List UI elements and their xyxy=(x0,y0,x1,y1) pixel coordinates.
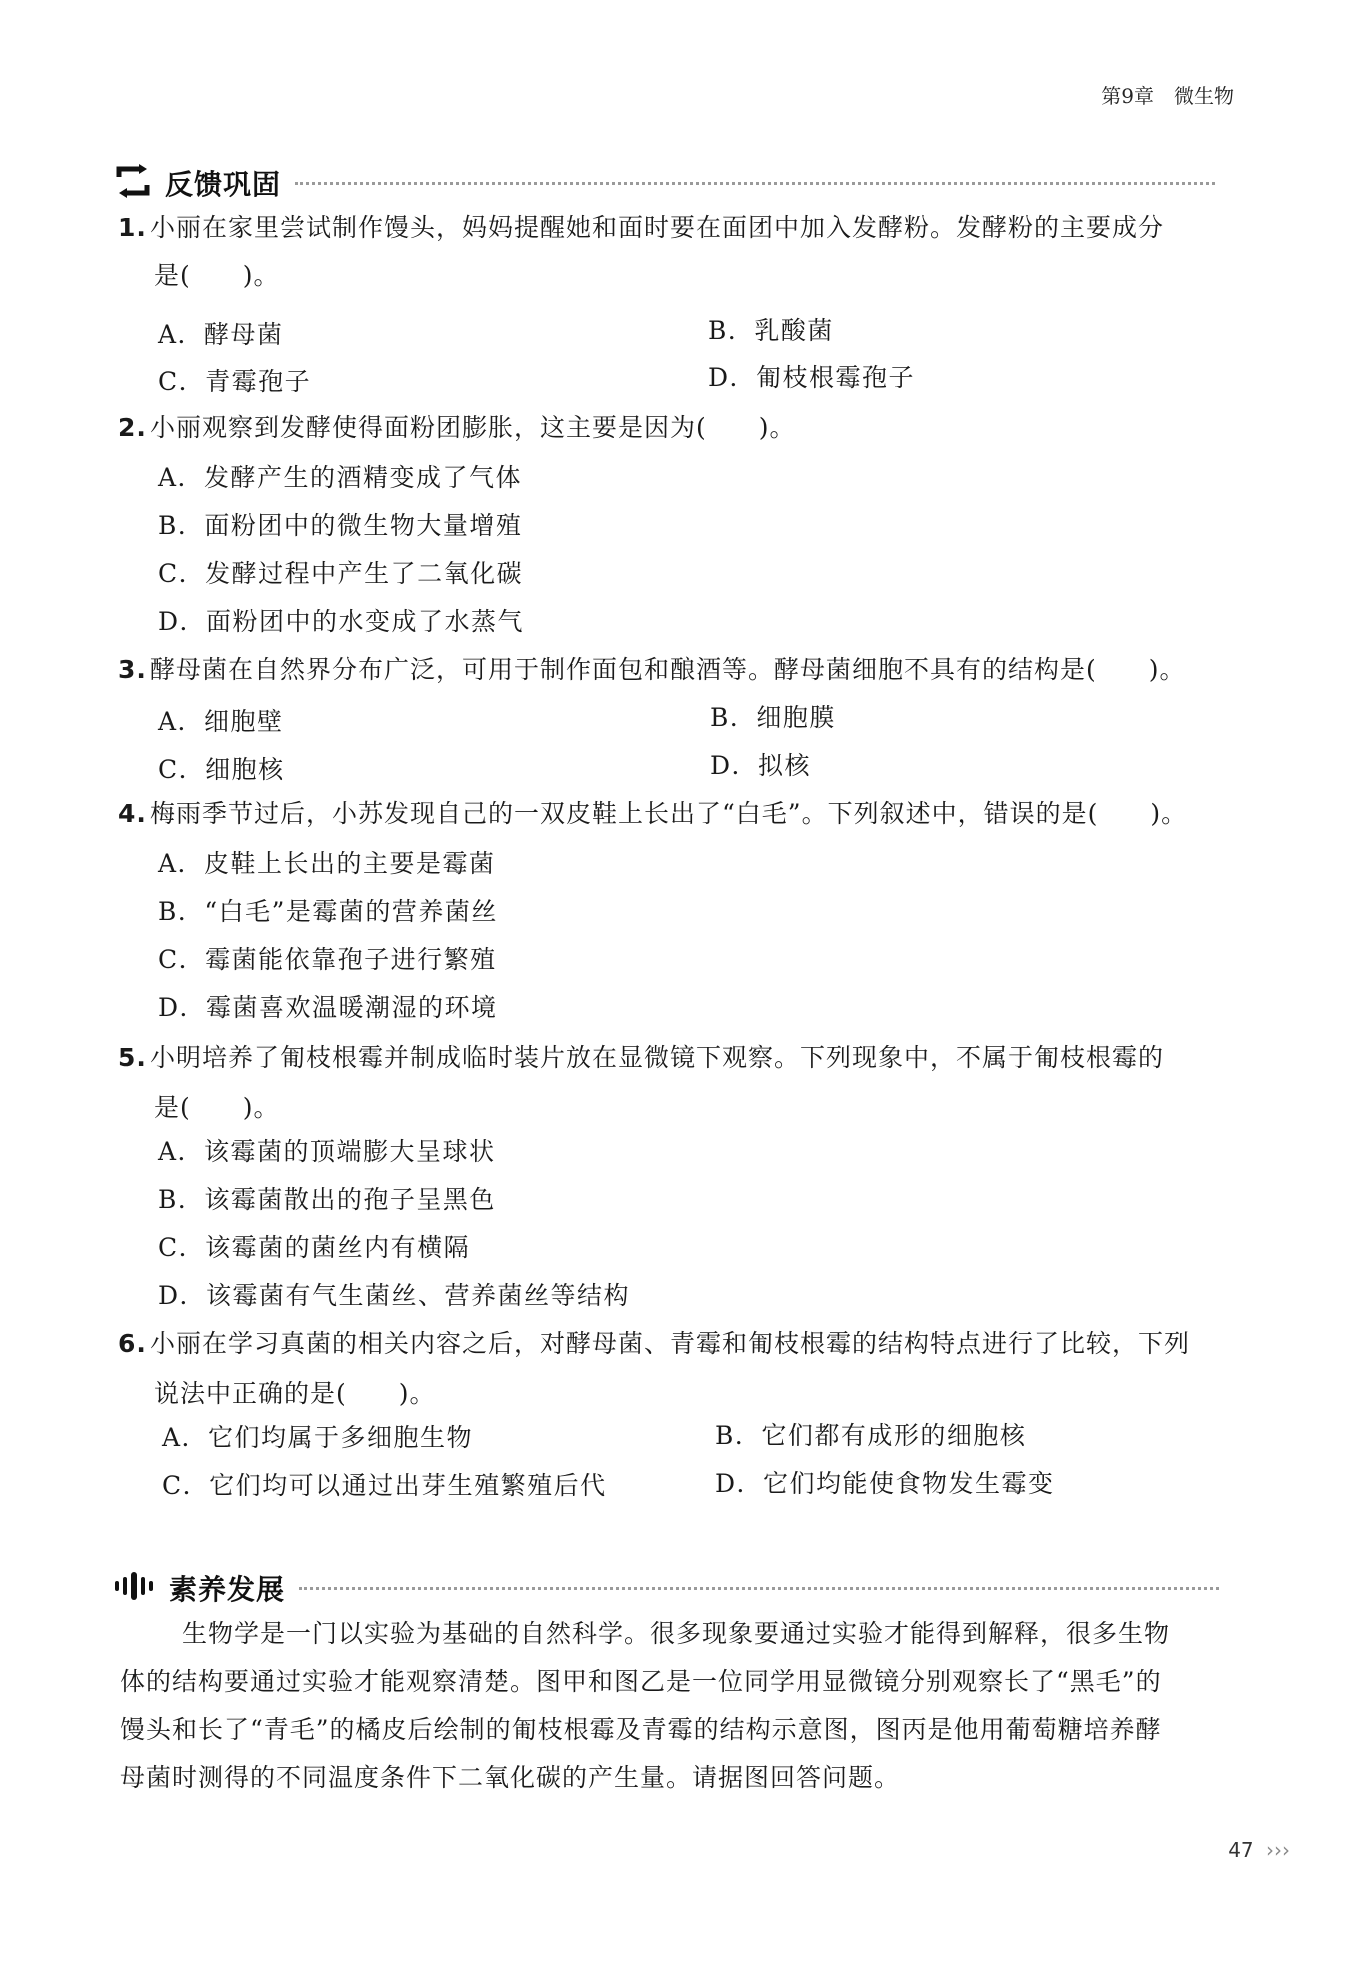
question-text: 酵母菌在自然界分布广泛，可用于制作面包和酿酒等。酵母菌细胞不具有的结构是( )。 xyxy=(150,655,1186,684)
option-d: D．拟核 xyxy=(710,751,812,780)
option-d: D．面粉团中的水变成了水蒸气 xyxy=(158,607,525,636)
paragraph-line: 生物学是一门以实验为基础的自然科学。很多现象要通过实验才能得到解释，很多生物 xyxy=(182,1619,1171,1648)
option-d: D．霉菌喜欢温暖潮湿的环境 xyxy=(158,993,498,1022)
question-number: 6. xyxy=(118,1329,147,1358)
dotted-divider xyxy=(295,182,1215,185)
option-b: B．面粉团中的微生物大量增殖 xyxy=(158,511,523,540)
question-text: 小明培养了匍枝根霉并制成临时装片放在显微镜下观察。下列现象中，不属于匍枝根霉的 xyxy=(150,1043,1165,1072)
section-heading-feedback xyxy=(113,163,1215,203)
option-b: B．该霉菌散出的孢子呈黑色 xyxy=(158,1185,496,1214)
question-4 xyxy=(118,796,1238,832)
question-number: 4. xyxy=(118,799,147,828)
question-text-continued: 说法中正确的是( )。 xyxy=(154,1379,436,1408)
development-paragraph xyxy=(120,1610,1240,1802)
sound-bars-icon xyxy=(113,1571,163,1605)
option-c: C．霉菌能依靠孢子进行繁殖 xyxy=(158,945,497,974)
chevron-arrows-icon: ››› xyxy=(1266,1838,1290,1862)
option-a: A．酵母菌 xyxy=(158,320,284,349)
option-a: A．该霉菌的顶端膨大呈球状 xyxy=(158,1137,496,1166)
question-5 xyxy=(118,1040,1238,1126)
question-text: 小丽在学习真菌的相关内容之后，对酵母菌、青霉和匍枝根霉的结构特点进行了比较，下列 xyxy=(150,1329,1191,1358)
option-b: B．乳酸菌 xyxy=(708,316,834,345)
paragraph-line: 体的结构要通过实验才能观察清楚。图甲和图乙是一位同学用显微镜分别观察长了“黑毛”的 xyxy=(120,1667,1162,1696)
option-c: C．细胞核 xyxy=(158,755,285,784)
question-text: 小丽在家里尝试制作馒头，妈妈提醒她和面时要在面团中加入发酵粉。发酵粉的主要成分 xyxy=(150,213,1165,242)
question-2 xyxy=(118,410,1238,446)
question-number: 3. xyxy=(118,655,147,684)
refresh-icon xyxy=(113,163,153,203)
option-d: D．它们均能使食物发生霉变 xyxy=(715,1469,1055,1498)
option-c: C．该霉菌的菌丝内有横隔 xyxy=(158,1233,471,1262)
option-a: A．皮鞋上长出的主要是霉菌 xyxy=(158,849,496,878)
question-3 xyxy=(118,652,1238,688)
dotted-divider xyxy=(299,1587,1219,1590)
option-a: A．发酵产生的酒精变成了气体 xyxy=(158,463,523,492)
section-title: 素养发展 xyxy=(169,1573,286,1606)
page-number: 47 ››› xyxy=(1228,1838,1290,1862)
option-d: D．该霉菌有气生菌丝、营养菌丝等结构 xyxy=(158,1281,631,1310)
option-c: C．它们均可以通过出芽生殖繁殖后代 xyxy=(162,1471,607,1500)
question-number: 1. xyxy=(118,213,147,242)
question-text-continued: 是( )。 xyxy=(154,261,280,290)
paragraph-line: 母菌时测得的不同温度条件下二氧化碳的产生量。请据图回答问题。 xyxy=(120,1763,901,1792)
option-a: A．它们均属于多细胞生物 xyxy=(162,1423,474,1452)
question-number: 2. xyxy=(118,413,147,442)
question-text: 梅雨季节过后，小苏发现自己的一双皮鞋上长出了“白毛”。下列叙述中，错误的是( )。 xyxy=(150,799,1188,828)
section-title: 反馈巩固 xyxy=(165,168,282,201)
question-text: 小丽观察到发酵使得面粉团膨胀，这主要是因为( )。 xyxy=(150,413,796,442)
question-6 xyxy=(118,1326,1238,1412)
chapter-header: 第9章 微生物 xyxy=(1101,84,1234,108)
option-d: D．匍枝根霉孢子 xyxy=(708,363,916,392)
option-b: B．它们都有成形的细胞核 xyxy=(715,1421,1027,1450)
option-a: A．细胞壁 xyxy=(158,707,284,736)
question-text-continued: 是( )。 xyxy=(154,1093,280,1122)
option-c: C．青霉孢子 xyxy=(158,367,312,396)
option-b: B．细胞膜 xyxy=(710,703,836,732)
paragraph-line: 馒头和长了“青毛”的橘皮后绘制的匍枝根霉及青霉的结构示意图，图丙是他用葡萄糖培养酵 xyxy=(120,1715,1162,1744)
option-b: B．“白毛”是霉菌的营养菌丝 xyxy=(158,897,498,926)
option-c: C．发酵过程中产生了二氧化碳 xyxy=(158,559,524,588)
section-heading-development xyxy=(113,1568,1219,1608)
question-1 xyxy=(118,210,1238,294)
question-number: 5. xyxy=(118,1043,147,1072)
